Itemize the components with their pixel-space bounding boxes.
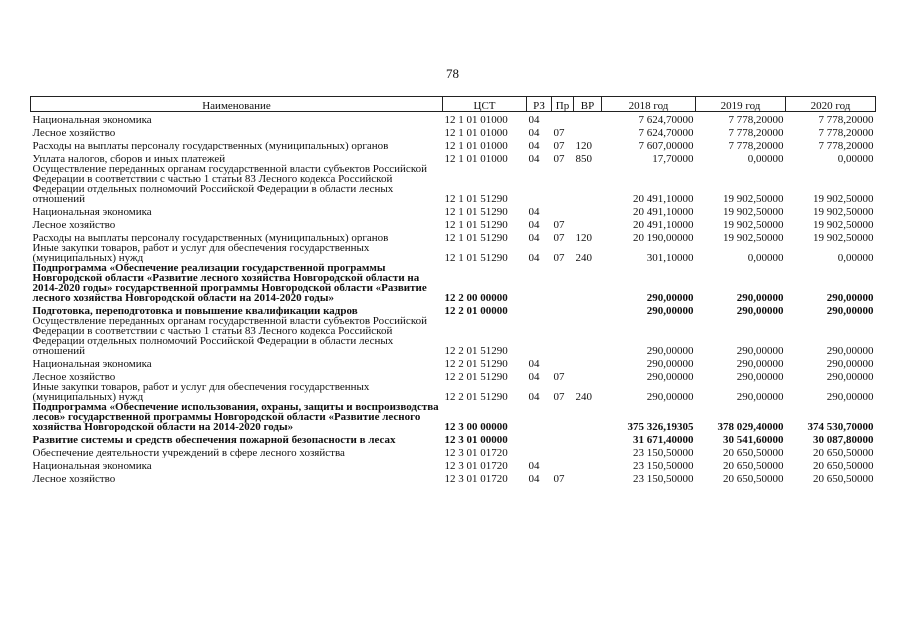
row-name: Национальная экономика: [32, 206, 152, 217]
row-vr: 850: [575, 153, 592, 164]
row-2019: 0,00000: [747, 153, 784, 164]
row-2018: 20 190,00000: [633, 232, 694, 243]
row-name: Национальная экономика: [32, 114, 152, 125]
row-2019: 19 902,50000: [723, 206, 784, 217]
row-vr: [574, 432, 602, 445]
row-2018: 23 150,50000: [633, 460, 694, 471]
row-2018: 7 624,70000: [638, 127, 694, 138]
row-cst: 12 2 01 51290: [444, 371, 508, 382]
table-row: [31, 445, 876, 458]
row-2020: 290,00000: [826, 358, 874, 369]
row-2019: 20 650,50000: [723, 460, 784, 471]
table-row: [31, 471, 876, 484]
row-pr: [552, 432, 574, 445]
row-name: Осуществление переданных органам государственной власти субъектов Российской Федерации в соответствии с частью 1 статьи 83 Лесного кодекса Российской Федерации отдельных полномочий Российской Федерации в области лесных отношений: [32, 164, 427, 204]
row-rz: 04: [528, 371, 540, 382]
row-pr: [552, 316, 574, 356]
row-vr: [574, 458, 602, 471]
row-pr: [552, 303, 574, 316]
row-rz: [527, 164, 552, 204]
row-vr: [574, 303, 602, 316]
row-pr: 07: [553, 219, 565, 230]
row-cst: 12 2 01 51290: [444, 345, 508, 356]
table-row: [31, 369, 876, 382]
row-cst: 12 3 01 01720: [444, 447, 508, 458]
row-vr: [574, 316, 602, 356]
row-name: Лесное хозяйство: [32, 371, 116, 382]
page-number: 78: [446, 66, 459, 81]
row-name: Национальная экономика: [32, 460, 152, 471]
row-pr: 07: [553, 140, 565, 151]
row-pr: 07: [553, 232, 565, 243]
table-row: [31, 138, 876, 151]
table-row: [31, 432, 876, 445]
row-vr: 120: [575, 140, 592, 151]
row-rz: [527, 445, 552, 458]
row-vr: [574, 356, 602, 369]
row-rz: 04: [528, 219, 540, 230]
table-row: [31, 382, 876, 402]
row-2018: 290,00000: [646, 292, 694, 303]
header-2019: 2019 год: [696, 97, 786, 112]
row-cst: 12 1 01 51290: [444, 206, 508, 217]
row-2020: 7 778,20000: [818, 127, 874, 138]
row-pr: [552, 458, 574, 471]
row-cst: 12 2 01 51290: [444, 358, 508, 369]
row-vr: 240: [575, 252, 592, 263]
row-cst: 12 3 01 01720: [444, 460, 508, 471]
header-2018: 2018 год: [602, 97, 696, 112]
row-pr: 07: [553, 473, 565, 484]
row-pr: [552, 356, 574, 369]
row-name: Развитие системы и средств обеспечения пожарной безопасности в лесах: [32, 434, 396, 445]
table-row: [31, 356, 876, 369]
row-name: Обеспечение деятельности учреждений в сфере лесного хозяйства: [32, 447, 345, 458]
row-vr: 240: [575, 391, 592, 402]
table-row: [31, 402, 876, 432]
row-2018: 20 491,10000: [633, 219, 694, 230]
row-vr: [574, 263, 602, 303]
table-row: [31, 217, 876, 230]
row-rz: 04: [528, 473, 540, 484]
row-cst: 12 1 01 01000: [444, 114, 508, 125]
row-2019: 20 650,50000: [723, 447, 784, 458]
row-2019: 7 778,20000: [728, 127, 784, 138]
row-cst: 12 1 01 51290: [444, 252, 508, 263]
table-row: [31, 112, 876, 126]
table-row: [31, 243, 876, 263]
row-rz: 04: [528, 127, 540, 138]
row-pr: [552, 204, 574, 217]
row-rz: [527, 432, 552, 445]
row-2019: 290,00000: [736, 305, 784, 316]
row-vr: [574, 164, 602, 204]
row-2018: 290,00000: [646, 305, 694, 316]
row-vr: [574, 402, 602, 432]
row-rz: 04: [528, 206, 540, 217]
header-name: Наименование: [31, 97, 443, 112]
row-name: Уплата налогов, сборов и иных платежей: [32, 153, 226, 164]
row-pr: [552, 445, 574, 458]
row-cst: 12 1 01 51290: [444, 232, 508, 243]
row-rz: 04: [528, 153, 540, 164]
row-pr: 07: [553, 153, 565, 164]
row-name: Лесное хозяйство: [32, 127, 116, 138]
row-vr: [574, 369, 602, 382]
row-rz: [527, 402, 552, 432]
row-2019: 290,00000: [736, 371, 784, 382]
row-2020: 290,00000: [826, 305, 874, 316]
row-2018: 375 326,19305: [627, 421, 694, 432]
row-rz: 04: [528, 460, 540, 471]
row-vr: [574, 125, 602, 138]
row-name: Подпрограмма «Обеспечение реализации государственной программы Новгородской области «Развитие лесного хозяйства Новгородской области на 2014-2020 годы» государственной программы Новгородской области «Развитие лесного хозяйства Новгородской области на 2014-2020 годы»: [32, 263, 427, 303]
row-name: Подготовка, переподготовка и повышение квалификации кадров: [32, 305, 358, 316]
table-row: [31, 458, 876, 471]
row-name: Подпрограмма «Обеспечение использования, охраны, защиты и воспроизводства лесов» государственной программы Новгородской области «Развитие лесного хозяйства Новгородской области на 2014-2020 годы»: [32, 402, 439, 432]
row-2020: 19 902,50000: [813, 193, 874, 204]
row-2019: 378 029,40000: [717, 421, 784, 432]
row-pr: [552, 263, 574, 303]
row-vr: [574, 217, 602, 230]
row-2019: 7 778,20000: [728, 140, 784, 151]
row-pr: [552, 164, 574, 204]
row-2018: 31 671,40000: [633, 434, 694, 445]
row-2019: 290,00000: [736, 345, 784, 356]
row-2018: 20 491,10000: [633, 206, 694, 217]
row-2018: 17,70000: [652, 153, 694, 164]
row-2018: 23 150,50000: [633, 447, 694, 458]
row-name: Национальная экономика: [32, 358, 152, 369]
row-2018: 20 491,10000: [633, 193, 694, 204]
header-pr: Пр: [552, 97, 574, 112]
row-2019: 290,00000: [736, 292, 784, 303]
row-cst: 12 2 00 00000: [444, 292, 508, 303]
row-rz: 04: [528, 114, 540, 125]
row-2019: 30 541,60000: [723, 434, 784, 445]
row-2020: 20 650,50000: [813, 447, 874, 458]
row-name: Лесное хозяйство: [32, 473, 116, 484]
row-vr: [574, 445, 602, 458]
row-cst: 12 2 01 51290: [444, 391, 508, 402]
budget-table: [30, 96, 876, 484]
row-rz: [527, 303, 552, 316]
row-rz: [527, 316, 552, 356]
table-header-row: [31, 97, 876, 112]
table-row: [31, 151, 876, 164]
row-pr: 07: [553, 127, 565, 138]
row-2020: 0,00000: [837, 252, 874, 263]
row-2018: 290,00000: [646, 345, 694, 356]
row-2020: 20 650,50000: [813, 473, 874, 484]
row-2020: 30 087,80000: [813, 434, 874, 445]
row-rz: 04: [528, 358, 540, 369]
row-2020: 20 650,50000: [813, 460, 874, 471]
row-rz: 04: [528, 232, 540, 243]
row-cst: 12 3 01 01720: [444, 473, 508, 484]
row-2018: 301,10000: [646, 252, 694, 263]
table-row: [31, 204, 876, 217]
row-name: Лесное хозяйство: [32, 219, 116, 230]
row-name: Иные закупки товаров, работ и услуг для обеспечения государственных (муниципальных) нужд: [32, 243, 370, 263]
header-vr: ВР: [574, 97, 602, 112]
row-2018: 290,00000: [646, 391, 694, 402]
table-row: [31, 303, 876, 316]
row-2020: 290,00000: [826, 345, 874, 356]
row-2020: 19 902,50000: [813, 206, 874, 217]
row-2020: 19 902,50000: [813, 232, 874, 243]
row-rz: 04: [528, 391, 540, 402]
row-cst: 12 1 01 01000: [444, 127, 508, 138]
row-2020: 0,00000: [837, 153, 874, 164]
row-rz: 04: [528, 140, 540, 151]
row-2019: 19 902,50000: [723, 193, 784, 204]
row-2019: 0,00000: [747, 252, 784, 263]
row-pr: 07: [553, 252, 565, 263]
row-2019: 7 778,20000: [728, 114, 784, 125]
table-row: [31, 125, 876, 138]
row-cst: 12 3 01 00000: [444, 434, 508, 445]
row-pr: [552, 112, 574, 126]
table-row: [31, 164, 876, 204]
row-pr: 07: [553, 371, 565, 382]
row-2018: 23 150,50000: [633, 473, 694, 484]
row-cst: 12 2 01 00000: [444, 305, 508, 316]
row-vr: [574, 204, 602, 217]
row-cst: 12 1 01 51290: [444, 219, 508, 230]
row-2020: 374 530,70000: [807, 421, 874, 432]
row-rz: [527, 263, 552, 303]
row-2020: 19 902,50000: [813, 219, 874, 230]
row-name: Расходы на выплаты персоналу государственных (муниципальных) органов: [32, 232, 389, 243]
row-name: Иные закупки товаров, работ и услуг для обеспечения государственных (муниципальных) нужд: [32, 382, 370, 402]
row-2018: 290,00000: [646, 371, 694, 382]
row-2018: 7 607,00000: [638, 140, 694, 151]
header-cst: ЦСТ: [443, 97, 527, 112]
row-2020: 290,00000: [826, 371, 874, 382]
row-2020: 7 778,20000: [818, 140, 874, 151]
row-rz: 04: [528, 252, 540, 263]
row-vr: [574, 112, 602, 126]
row-cst: 12 1 01 51290: [444, 193, 508, 204]
row-name: Осуществление переданных органам государственной власти субъектов Российской Федерации в соответствии с частью 1 статьи 83 Лесного кодекса Российской Федерации отдельных полномочий Российской Федерации в области лесных отношений: [32, 316, 427, 356]
row-2018: 290,00000: [646, 358, 694, 369]
row-cst: 12 1 01 01000: [444, 140, 508, 151]
row-cst: 12 3 00 00000: [444, 421, 508, 432]
table-row: [31, 316, 876, 356]
row-2019: 19 902,50000: [723, 232, 784, 243]
row-vr: 120: [575, 232, 592, 243]
row-vr: [574, 471, 602, 484]
row-pr: [552, 402, 574, 432]
row-2019: 290,00000: [736, 391, 784, 402]
row-2020: 290,00000: [826, 292, 874, 303]
row-name: Расходы на выплаты персоналу государственных (муниципальных) органов: [32, 140, 389, 151]
row-cst: 12 1 01 01000: [444, 153, 508, 164]
row-2019: 290,00000: [736, 358, 784, 369]
row-2020: 290,00000: [826, 391, 874, 402]
table-row: [31, 230, 876, 243]
row-2019: 20 650,50000: [723, 473, 784, 484]
row-2020: 7 778,20000: [818, 114, 874, 125]
row-2018: 7 624,70000: [638, 114, 694, 125]
header-rz: РЗ: [527, 97, 552, 112]
row-pr: 07: [553, 391, 565, 402]
header-2020: 2020 год: [786, 97, 876, 112]
table-row: [31, 263, 876, 303]
row-2019: 19 902,50000: [723, 219, 784, 230]
